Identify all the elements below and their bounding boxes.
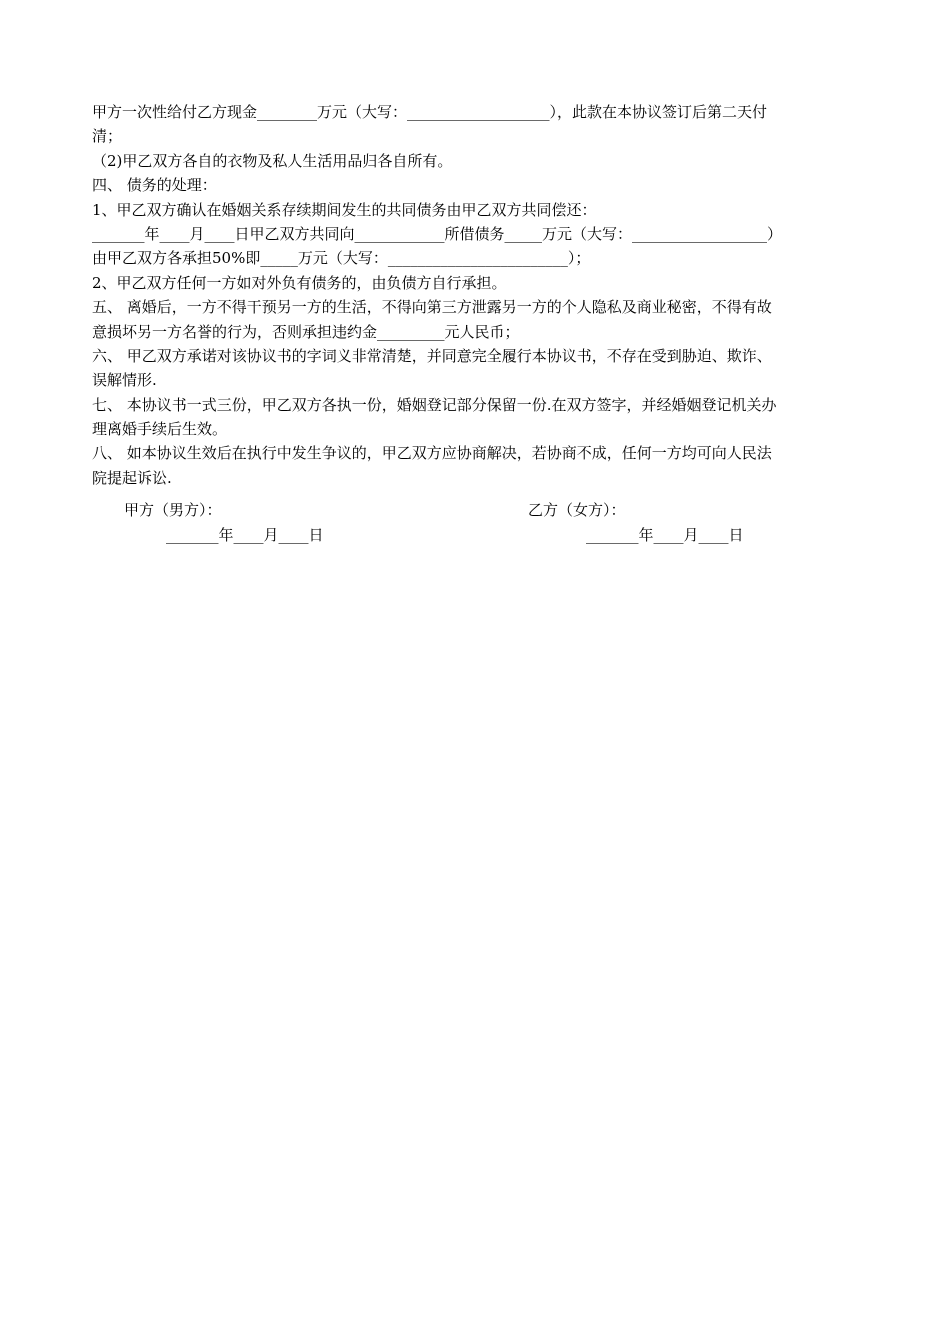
section-six-line-1: 六、 甲乙双方承诺对该协议书的字词义非常清楚，并同意完全履行本协议书，不存在受到胁迫、欺诈、 — [92, 346, 772, 365]
section-eight-line-1: 八、 如本协议生效后在执行中发生争议的，甲乙双方应协商解决，若协商不成，任何一方均可向人民法 — [92, 444, 772, 463]
section-heading-debts: 四、 债务的处理： — [92, 176, 217, 195]
clause-line-8: 2、甲乙双方任何一方如对外负有债务的，由负债方自行承担。 — [92, 273, 507, 292]
party-b-label: 乙方（女方）： — [528, 501, 626, 519]
clause-line-3: （2)甲乙双方各自的衣物及私人生活用品归各自所有。 — [92, 151, 453, 170]
party-a-label: 甲方（男方）： — [124, 501, 222, 519]
party-b-date: _______年____月____日 — [586, 526, 744, 544]
section-five-line-1: 五、 离婚后，一方不得干预另一方的生活，不得向第三方泄露另一方的个人隐私及商业秘密，不得有故 — [92, 298, 772, 317]
section-five-line-2: 意损坏另一方名誉的行为，否则承担违约金_________元人民币； — [92, 322, 520, 341]
section-seven-line-1: 七、 本协议书一式三份，甲乙双方各执一份，婚姻登记部分保留一份.在双方签字，并经婚姻登记机关办 — [92, 395, 777, 414]
agreement-body — [92, 100, 864, 490]
clause-line-6: _______年____月____日甲乙双方共同向____________所借债务_____万元（大写：__________________） — [92, 224, 783, 243]
party-a-date: _______年____月____日 — [166, 526, 324, 544]
section-seven-line-2: 理离婚手续后生效。 — [92, 420, 228, 439]
clause-line-2: 清； — [92, 127, 123, 146]
clause-line-7: 由甲乙双方各承担50%即_____万元（大写：________________________）； — [92, 249, 591, 268]
clause-line-5: 1、甲乙双方确认在婚姻关系存续期间发生的共同债务由甲乙双方共同偿还： — [92, 200, 597, 219]
section-six-line-2: 误解情形. — [92, 371, 157, 390]
clause-line-1: 甲方一次性给付乙方现金________万元（大写：___________________），此款在本协议签订后第二天付 — [92, 103, 768, 121]
section-eight-line-2: 院提起诉讼. — [92, 468, 172, 487]
